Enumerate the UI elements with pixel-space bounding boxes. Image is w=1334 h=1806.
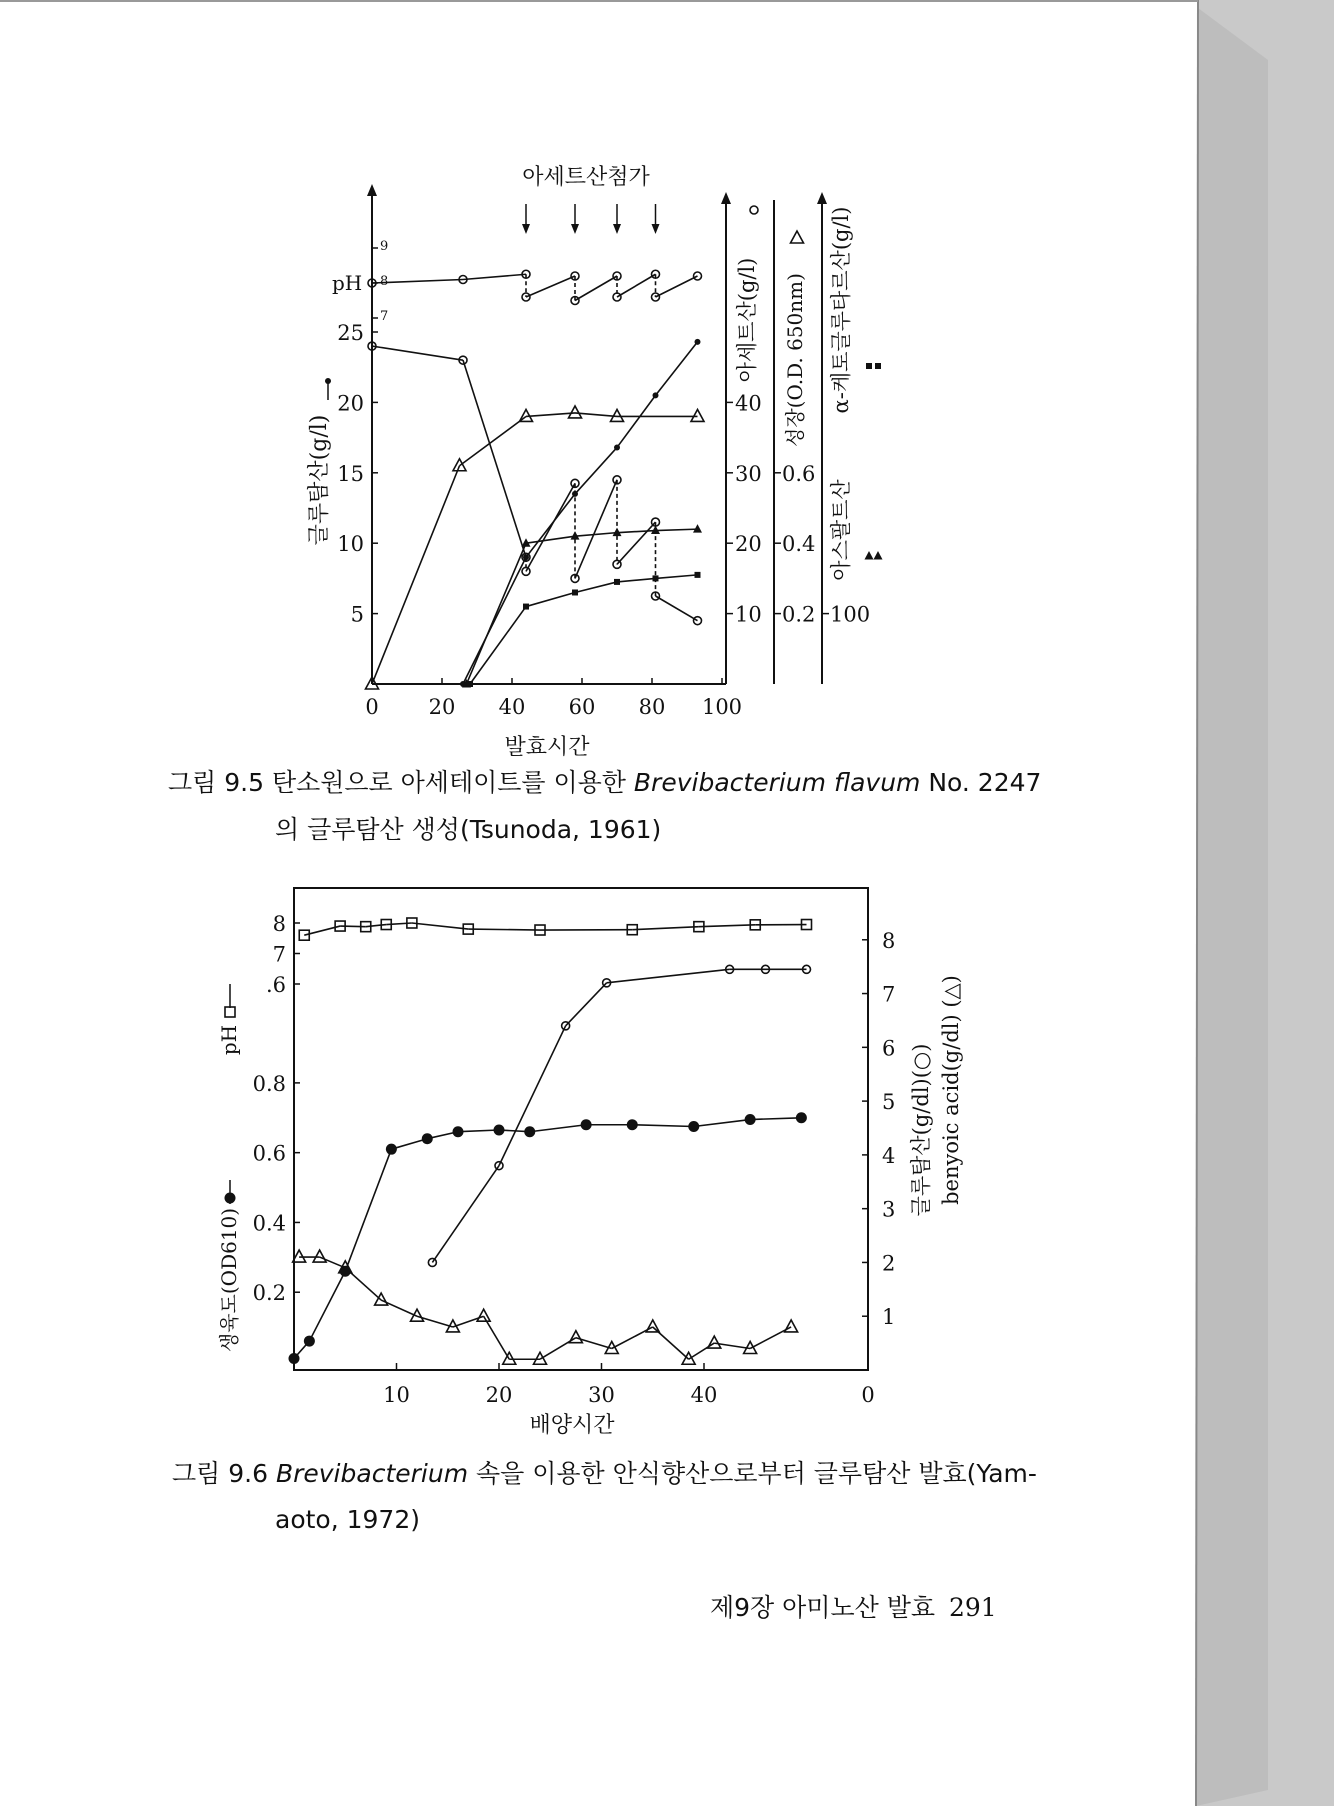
chart1-x-tick-label: 100 bbox=[701, 695, 743, 719]
chart2-series-segment bbox=[632, 927, 699, 930]
chart2-data-point bbox=[477, 1309, 490, 1321]
chart2-glu-tick-label: 8 bbox=[882, 928, 896, 953]
chart2-x-tick-label: 20 bbox=[485, 1383, 513, 1407]
chart1-ph-tick-label: 9 bbox=[380, 239, 389, 254]
chart2-data-point bbox=[745, 1114, 756, 1125]
chart2-series-segment bbox=[530, 1125, 586, 1132]
chart1-keto-axis-label: α-케토글루타르산(g/l) bbox=[829, 206, 853, 414]
footer-chapter: 제9장 아미노산 발효 bbox=[710, 1593, 935, 1622]
chart2-data-point bbox=[524, 1126, 535, 1137]
chart2-glu-tick-label: 1 bbox=[882, 1305, 896, 1330]
chart1-ph-tick-label: 8 bbox=[380, 274, 389, 289]
chart1-glutamate-axis-label: 글루탐산(g/l) bbox=[307, 414, 332, 546]
chart1-glutamate-tick-label: 20 bbox=[337, 391, 364, 416]
chart2-glu-tick-label: 5 bbox=[882, 1090, 896, 1115]
chart2-series-segment bbox=[309, 1271, 345, 1341]
chart2-benzoic-axis-label: benyoic acid(g/dl) (△) bbox=[939, 975, 963, 1205]
chart2-series-segment bbox=[694, 1120, 750, 1127]
chart1-x-tick-label: 0 bbox=[365, 695, 379, 719]
chart1-acetate-tick-label: 10 bbox=[735, 602, 762, 627]
chart2-series-segment bbox=[499, 1026, 566, 1166]
chart2-glu-tick-label: 7 bbox=[882, 982, 896, 1007]
chart2-data-point bbox=[386, 1144, 397, 1155]
caption2-prefix: 그림 9.6 bbox=[172, 1459, 276, 1488]
figure-9-6-caption-line2: aoto, 1972) bbox=[275, 1505, 420, 1534]
chart2-data-point bbox=[304, 1336, 315, 1347]
chart1-growth-tick-label: 0.6 bbox=[782, 461, 816, 486]
chart2-series-segment bbox=[340, 926, 366, 927]
chart2-series-segment bbox=[484, 1316, 510, 1359]
chart1-aspartate-axis-label: 아스팔트산 bbox=[829, 479, 853, 581]
chart2-data-point bbox=[422, 1133, 433, 1144]
chart1-growth-tick-label: 0.4 bbox=[782, 532, 816, 557]
chart1-ph-tick-label: 7 bbox=[380, 309, 389, 324]
chart2-series-segment bbox=[566, 983, 607, 1026]
chart1-acetate-axis-label: 아세트산(g/l) bbox=[735, 257, 759, 383]
chart2-x-tick-label-end: 0 bbox=[861, 1383, 875, 1407]
page-number: 291 bbox=[949, 1593, 997, 1622]
chart2-data-point bbox=[688, 1121, 699, 1132]
chart2-series-segment bbox=[458, 1130, 499, 1132]
chart2-od-axis-label: 생육도(OD610) bbox=[217, 1207, 241, 1353]
chart1-glutamate-tick-label: 10 bbox=[337, 532, 364, 557]
chart1-x-tick-label: 80 bbox=[638, 695, 666, 719]
chart2-ph-tick-label: 7 bbox=[272, 942, 286, 967]
chart2-od-tick-label: 0.8 bbox=[252, 1071, 286, 1096]
chart1-acetate-tick-label: 40 bbox=[735, 391, 762, 416]
chart2-plot-frame bbox=[294, 888, 868, 1370]
chart2-series-segment bbox=[468, 929, 540, 930]
chart2-series-segment bbox=[345, 1149, 391, 1271]
figure-9-5-caption-line2: 의 글루탐산 생성(Tsunoda, 1961) bbox=[275, 815, 662, 844]
chart2-ph-legend-marker bbox=[225, 1007, 235, 1017]
chart2-ph-axis-label: pH bbox=[217, 1024, 241, 1056]
chart2-data-point bbox=[313, 1250, 326, 1262]
chart1-x-tick-label: 20 bbox=[428, 695, 456, 719]
chart2-series-segment bbox=[432, 1166, 499, 1263]
chart2-marks bbox=[289, 918, 812, 1364]
chart1-x-tick-label: 60 bbox=[568, 695, 596, 719]
chart2-x-tick-label: 10 bbox=[383, 1383, 410, 1407]
chart1-x-tick-label: 40 bbox=[498, 695, 526, 719]
caption1-suffix: No. 2247 bbox=[920, 768, 1042, 797]
chart2-x-axis-label: 배양시간 bbox=[529, 1413, 615, 1438]
chart2-glu-tick-label: 6 bbox=[882, 1036, 896, 1061]
figure-9-6-caption bbox=[172, 1454, 1052, 1494]
chart2-series-segment bbox=[750, 1118, 801, 1120]
caption2-suffix: 속을 이용한 안식향산으로부터 글루탐산 발효(Yam- bbox=[468, 1459, 1037, 1488]
chart2-data-point bbox=[796, 1112, 807, 1123]
page-footer bbox=[710, 1588, 997, 1624]
chart2-glu-axis-label: 글루탐산(g/dl)(○) bbox=[909, 1043, 933, 1217]
chart2-data-point bbox=[453, 1126, 464, 1137]
chart2-data-point bbox=[581, 1119, 592, 1130]
chart2-od-tick-label: 0.6 bbox=[252, 1141, 286, 1166]
chart2-data-point bbox=[534, 1352, 547, 1364]
chart1-x-axis-label: 발효시간 bbox=[504, 735, 590, 760]
chart2-series-segment bbox=[391, 1139, 427, 1149]
chart2-od-legend-marker bbox=[225, 1193, 236, 1204]
chart2-series-segment bbox=[412, 923, 468, 929]
chart2-glu-tick-label: 3 bbox=[882, 1197, 896, 1222]
chart2-data-point bbox=[411, 1309, 424, 1321]
chart1-glutamate-tick-label: 5 bbox=[350, 602, 364, 627]
caption1-species: Brevibacterium flavum bbox=[633, 768, 921, 797]
chart2-series-segment bbox=[699, 925, 755, 927]
chart2-data-point bbox=[289, 1353, 300, 1364]
caption1-prefix: 그림 9.5 탄소원으로 아세테이트를 이용한 bbox=[168, 768, 634, 797]
chart2-glu-tick-label: 4 bbox=[882, 1143, 896, 1168]
chart2-glu-tick-label: 2 bbox=[882, 1251, 896, 1276]
chart1-growth-tick-label: 0.2 bbox=[782, 602, 816, 627]
chart1-glutamate-tick-label: 25 bbox=[337, 321, 364, 345]
chart2-data-point bbox=[494, 1124, 505, 1135]
chart2-series-segment bbox=[632, 1125, 694, 1127]
chart2-ph-tick-label: .6 bbox=[265, 973, 286, 997]
chart2-text bbox=[217, 912, 963, 1438]
chart1-glutamate-tick-label: 15 bbox=[337, 461, 364, 486]
chart2-ph-tick-label: 8 bbox=[272, 912, 286, 936]
chart2-od-tick-label: 0.2 bbox=[252, 1281, 286, 1306]
chart1-ph-axis-label: pH bbox=[332, 271, 363, 295]
chart2-x-tick-label: 30 bbox=[588, 1383, 615, 1407]
chart1-addition-annotation: 아세트산첨가 bbox=[522, 165, 650, 190]
chart2-x-tick-label: 40 bbox=[690, 1383, 718, 1407]
chart2-series-segment bbox=[607, 969, 730, 982]
caption2-genus: Brevibacterium bbox=[275, 1459, 469, 1488]
chart1-keto-tick-label: 100 bbox=[830, 602, 871, 627]
chart1-growth-axis-label: 성장(O.D. 650nm) bbox=[783, 273, 807, 447]
chart2-series-segment bbox=[386, 923, 412, 925]
chart2-data-point bbox=[627, 1119, 638, 1130]
chart2-series-segment bbox=[366, 925, 387, 927]
chart1-acetate-tick-label: 20 bbox=[735, 532, 762, 557]
chart2-series-segment bbox=[689, 1343, 715, 1359]
chart2-od-tick-label: 0.4 bbox=[252, 1211, 286, 1236]
chart1-acetate-tick-label: 30 bbox=[735, 461, 762, 486]
